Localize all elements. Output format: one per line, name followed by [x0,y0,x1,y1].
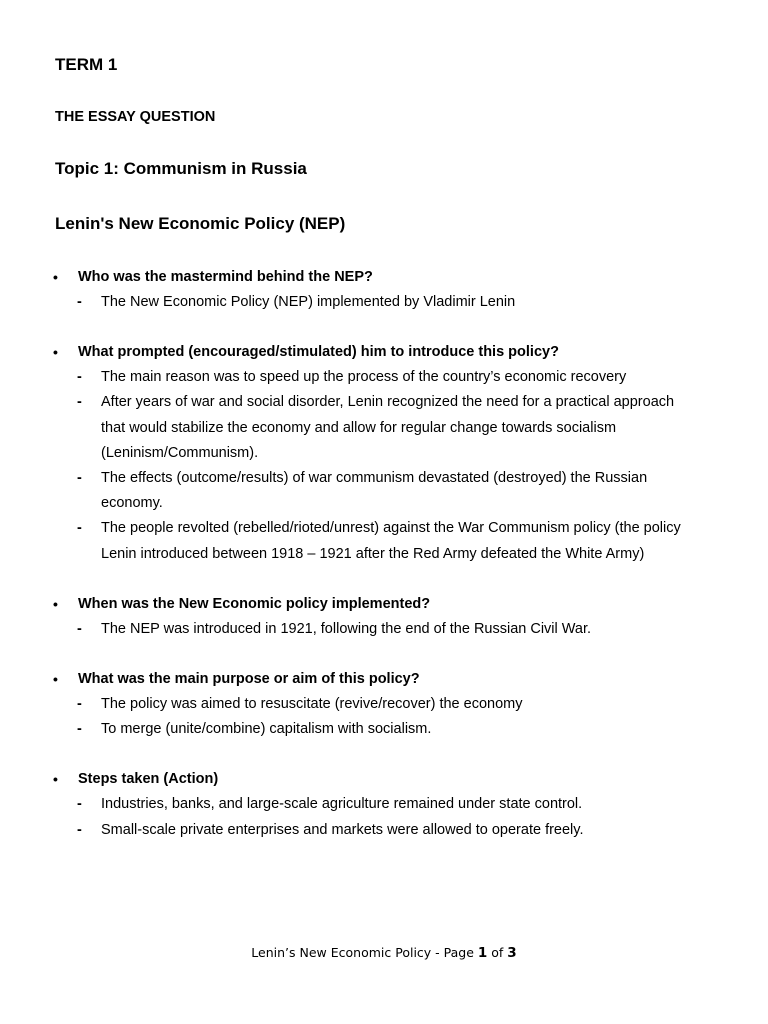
question-section [0,340,768,567]
bullet-icon: • [53,671,58,688]
topic-heading: Topic 1: Communism in Russia [55,159,307,178]
question-list [0,265,768,868]
dash-icon: - [77,821,82,838]
bullet-icon: • [53,595,58,612]
question [0,667,768,692]
answer-item [0,692,768,717]
policy-heading: Lenin's New Economic Policy (NEP) [55,214,346,233]
dash-icon: - [77,796,82,813]
answer-item [0,818,768,843]
question [0,767,768,792]
answer-item [0,717,768,742]
bullet-icon: • [53,771,58,788]
dash-icon: - [77,620,82,637]
bullet-icon: • [53,269,58,285]
answer-text: Industries, banks, and large-scale agriculture remained under state control. [101,796,583,813]
question-section [0,265,768,315]
question-section [0,667,768,742]
question-section [0,767,768,842]
dash-icon: - [77,470,82,487]
page-footer [0,945,768,961]
answer-item [0,617,768,642]
question-section [0,592,768,642]
dash-icon: - [77,294,82,310]
question [0,592,768,617]
question-text: When was the New Economic policy implemented? [78,595,431,612]
answer-item [0,390,768,466]
footer-of: of [487,945,508,960]
answer-item [0,516,768,566]
dash-icon: - [77,394,82,411]
answer-text: The effects (outcome/results) of war communism devastated (destroyed) the Russian economy. [101,470,648,512]
answer-text: To merge (unite/combine) capitalism with socialism. [101,721,432,738]
question-text: What was the main purpose or aim of this policy? [78,671,420,688]
footer-text: Lenin’s New Economic Policy - Page [251,945,478,960]
dash-icon: - [77,696,82,713]
question [0,340,768,365]
answer-text: The policy was aimed to resuscitate (revive/recover) the economy [101,696,523,713]
term-heading: TERM 1 [55,55,118,74]
answer-item [0,290,768,315]
question [0,265,768,290]
answer-item [0,792,768,817]
dash-icon: - [77,520,82,537]
dash-icon: - [77,721,82,738]
answer-item [0,466,768,516]
answer-text: The people revolted (rebelled/rioted/unrest) against the War Communism policy (the policy Lenin introduced between 1918 – 1921 after the Red Army defeated the White Army) [101,520,681,562]
bullet-icon: • [53,344,58,361]
question-text: Who was the mastermind behind the NEP? [78,269,373,285]
dash-icon: - [77,369,82,386]
answer-text: The New Economic Policy (NEP) implemented by Vladimir Lenin [101,294,516,310]
answer-text: After years of war and social disorder, Lenin recognized the need for a practical approach that would stabilize the economy and allow for regular change towards socialism (Leninism/Communism). [101,394,675,461]
answer-item [0,365,768,390]
question-text: Steps taken (Action) [78,771,219,788]
answer-text: Small-scale private enterprises and markets were allowed to operate freely. [101,821,584,838]
answer-text: The main reason was to speed up the process of the country’s economic recovery [101,369,627,386]
footer-page-total: 3 [507,945,517,961]
essay-heading: THE ESSAY QUESTION [55,109,216,125]
answer-text: The NEP was introduced in 1921, following the end of the Russian Civil War. [101,620,592,637]
question-text: What prompted (encouraged/stimulated) him to introduce this policy? [78,344,559,361]
footer-page-number: 1 [477,945,488,961]
